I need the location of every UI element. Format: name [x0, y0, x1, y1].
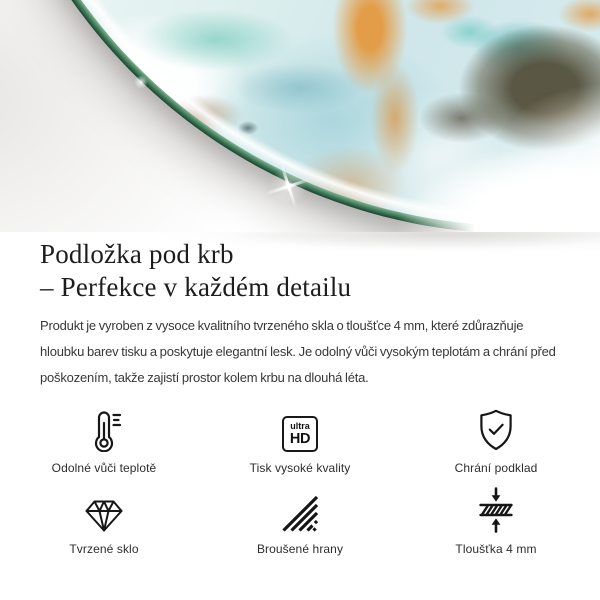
thermometer-icon: [86, 406, 122, 452]
feature-heat-resistant: [6, 406, 202, 475]
product-description: Produkt je vyroben z vysoce kvalitního tvrzeného skla o tloušťce 4 mm, které zdůrazňuje hloubku barev tisku a poskytuje elegantní lesk. Je odolný vůči vysokým teplotám a chrání před poškozením, takže zajistí prostor kolem krbu na dlouhá léta.: [40, 318, 556, 385]
product-title-line-1: Podložka pod krb: [40, 239, 234, 269]
feature-protects-floor: [398, 406, 594, 475]
feature-label: Tisk vysoké kvality: [249, 461, 351, 475]
product-title-line-2: – Perfekce v každém detailu: [40, 272, 352, 302]
ultra-hd-icon-text-bottom: HD: [289, 430, 311, 447]
ultra-hd-icon-text-top: ultra: [290, 420, 310, 431]
feature-label: Tvrzené sklo: [69, 542, 139, 556]
ultra-hd-icon: [282, 406, 318, 452]
feature-print-quality: [202, 406, 398, 475]
polished-edges-icon: [280, 487, 320, 533]
feature-polished-edges: [202, 487, 398, 556]
product-info-section: [0, 238, 600, 391]
page-title: [40, 238, 570, 304]
feature-grid: [6, 406, 594, 556]
small-glint: [133, 74, 149, 90]
feature-label: Chrání podklad: [454, 461, 538, 475]
shield-check-icon: [476, 406, 516, 452]
diamond-icon: [84, 487, 124, 533]
feature-label: Tloušťka 4 mm: [455, 542, 537, 556]
feature-label: Broušené hrany: [256, 542, 344, 556]
feature-label: Odolné vůči teplotě: [51, 461, 157, 475]
feature-tempered-glass: [6, 487, 202, 556]
feature-thickness: [398, 487, 594, 556]
product-photo: [0, 0, 600, 232]
thickness-icon: [478, 487, 514, 533]
